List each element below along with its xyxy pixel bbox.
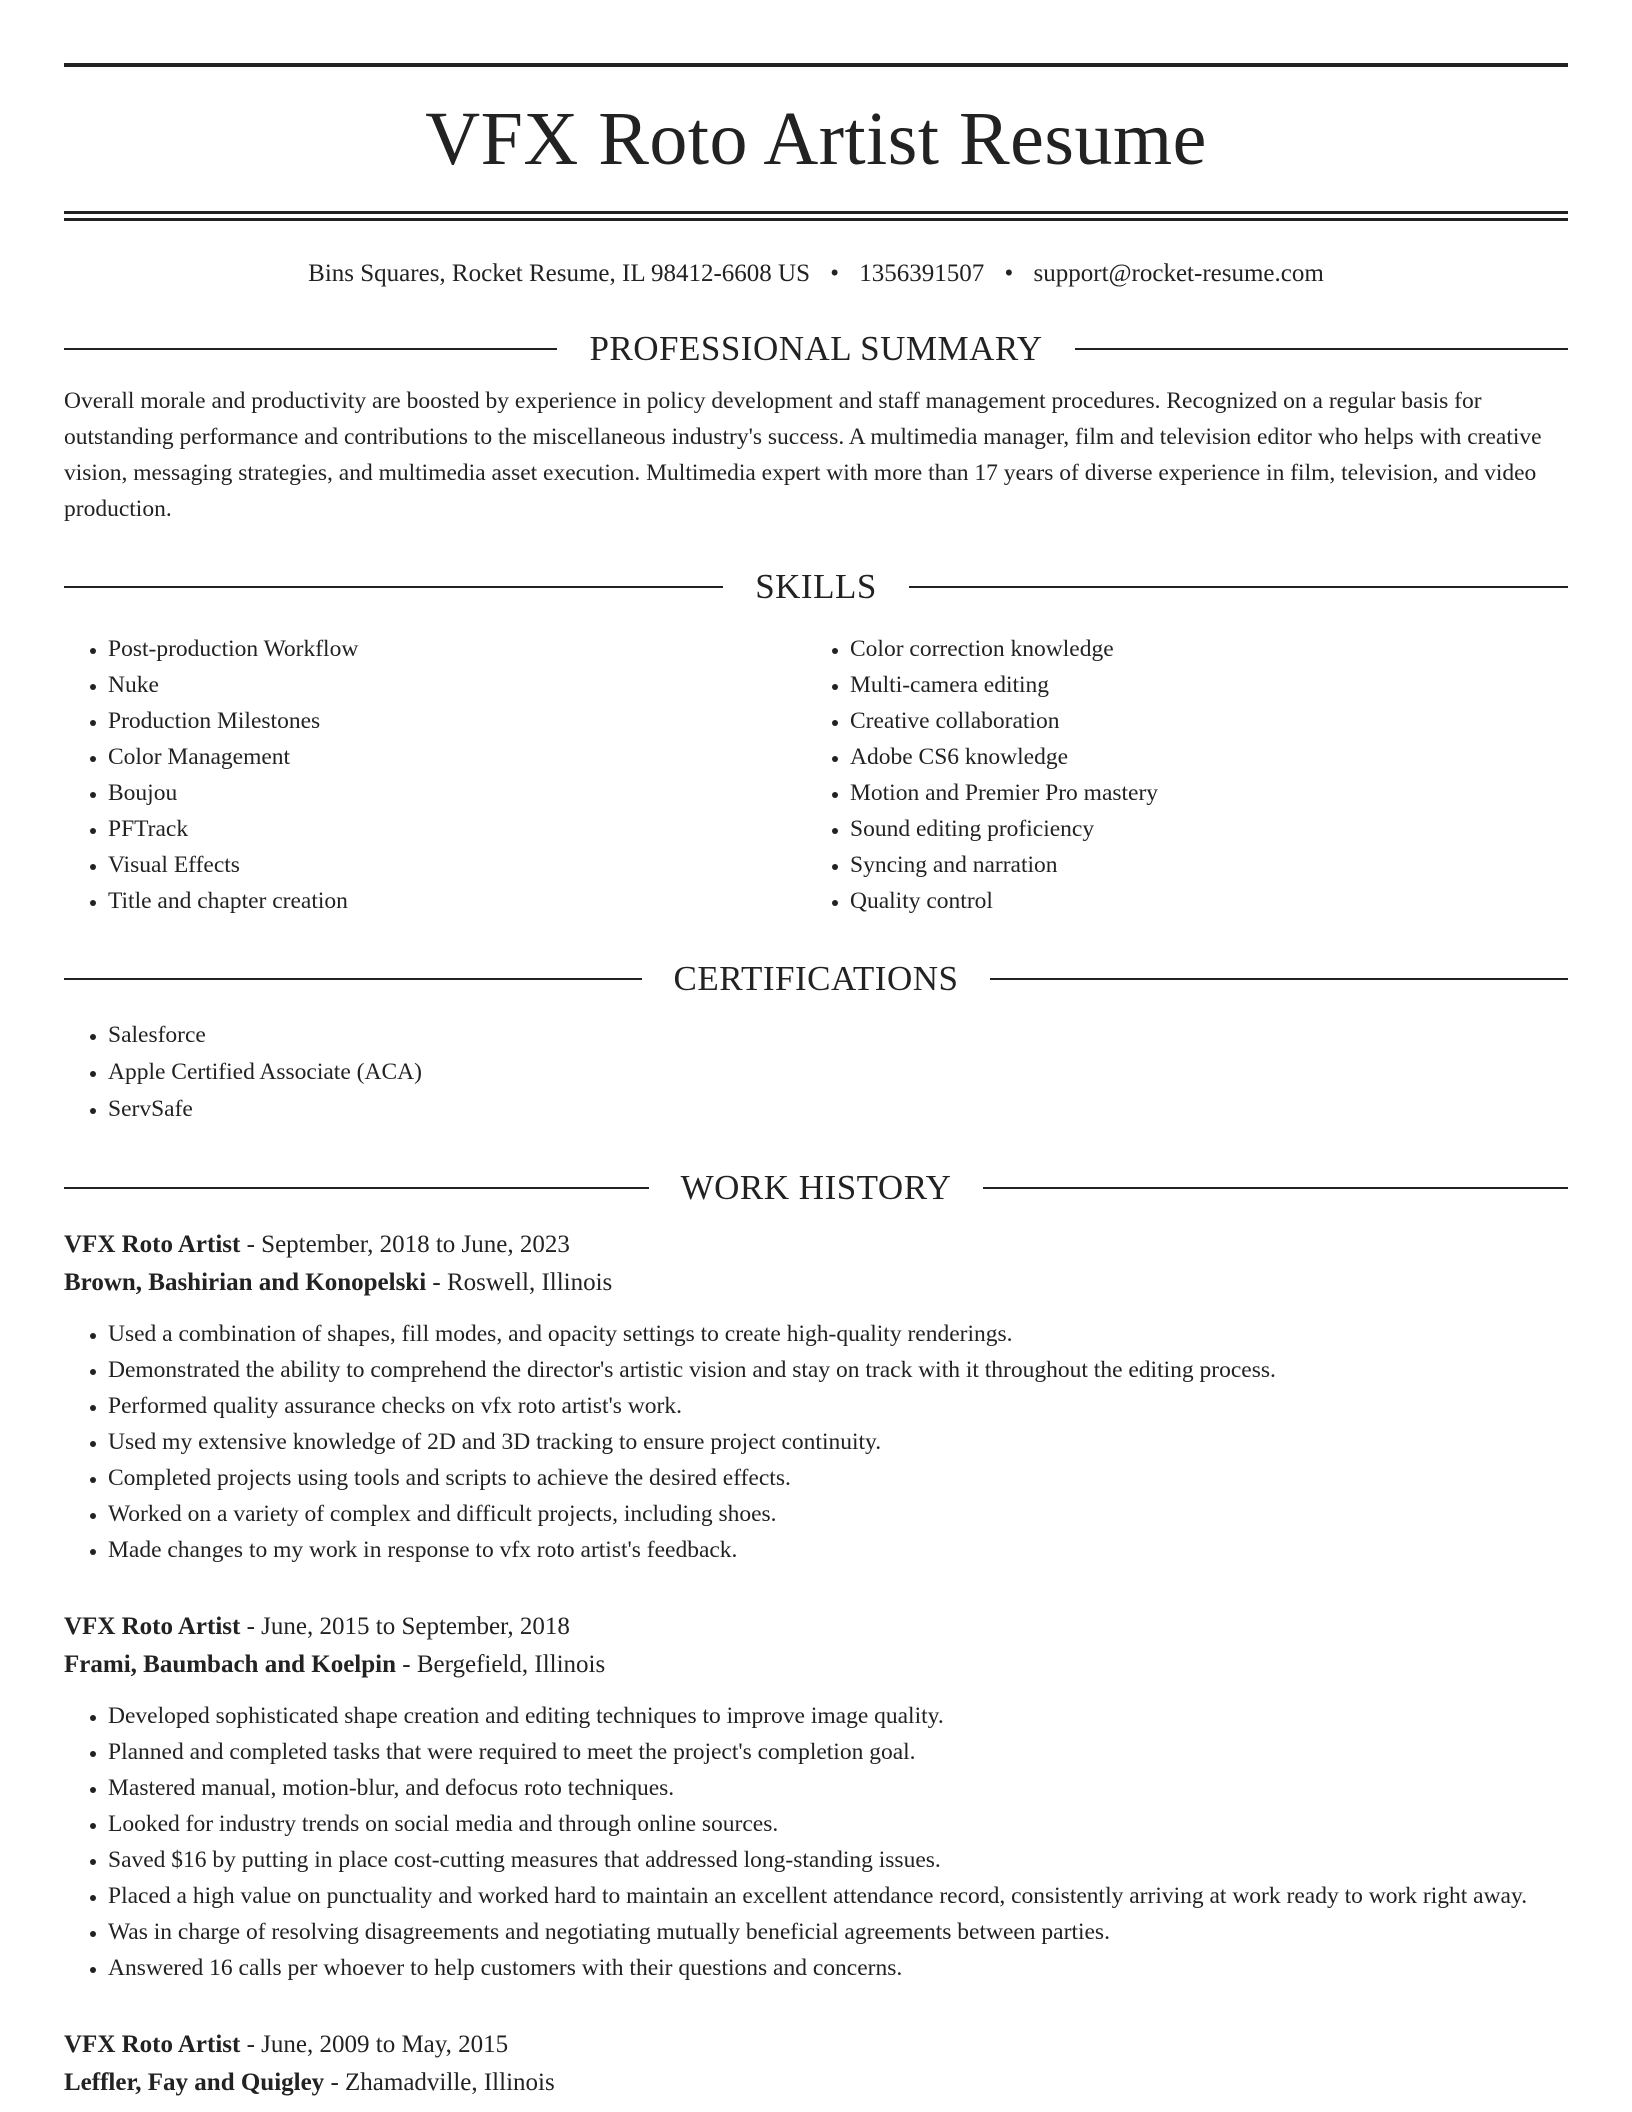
skill-item: • Color Management bbox=[108, 739, 806, 775]
job-bullet: • Made changes to my work in response to vfx roto artist's feedback. bbox=[108, 1532, 1568, 1568]
heading-rule-right bbox=[990, 978, 1568, 980]
skill-item: • PFTrack bbox=[108, 811, 806, 847]
skills-column-left bbox=[64, 631, 806, 919]
skill-item: • Nuke bbox=[108, 667, 806, 703]
section-title: SKILLS bbox=[755, 567, 877, 606]
job-company-line bbox=[64, 1264, 1568, 1302]
job-bullet: • Looked for industry trends on social media and through online sources. bbox=[108, 1806, 1568, 1842]
job-location: - Bergefield, Illinois bbox=[396, 1651, 606, 1678]
skill-item: • Post-production Workflow bbox=[108, 631, 806, 667]
job-bullet: • Used a combination of shapes, fill modes, and opacity settings to create high-quality renderings. bbox=[108, 1316, 1568, 1352]
job-bullet: • Used my extensive knowledge of 2D and 3D tracking to ensure project continuity. bbox=[108, 1424, 1568, 1460]
contact-separator: • bbox=[1004, 260, 1014, 287]
certification-item: • Salesforce bbox=[108, 1017, 1568, 1054]
skills-heading bbox=[64, 567, 1568, 607]
certification-item: • Apple Certified Associate (ACA) bbox=[108, 1054, 1568, 1091]
job-company: Frami, Baumbach and Koelpin bbox=[64, 1651, 396, 1678]
section-title: PROFESSIONAL SUMMARY bbox=[589, 329, 1043, 368]
heading-rule-left bbox=[64, 978, 642, 980]
contact-line bbox=[64, 259, 1568, 289]
heading-rule-left bbox=[64, 586, 723, 588]
job-entry bbox=[64, 2026, 1568, 2102]
contact-phone: 1356391507 bbox=[859, 260, 985, 287]
section-title: WORK HISTORY bbox=[680, 1168, 952, 1207]
job-location: - Roswell, Illinois bbox=[426, 1269, 613, 1296]
skill-item: • Adobe CS6 knowledge bbox=[850, 739, 1548, 775]
certifications-list bbox=[64, 1017, 1568, 1128]
skill-item: • Motion and Premier Pro mastery bbox=[850, 775, 1548, 811]
heading-rule-right bbox=[909, 586, 1568, 588]
heading-rule-left bbox=[64, 348, 557, 350]
heading-rule-right bbox=[983, 1187, 1568, 1189]
job-bullet: • Was in charge of resolving disagreements and negotiating mutually beneficial agreements between parties. bbox=[108, 1914, 1568, 1950]
job-bullet: • Placed a high value on punctuality and worked hard to maintain an excellent attendance record, consistently arriving at work ready to work right away. bbox=[108, 1878, 1568, 1914]
section-title: CERTIFICATIONS bbox=[673, 959, 959, 998]
job-bullet: • Completed projects using tools and scripts to achieve the desired effects. bbox=[108, 1460, 1568, 1496]
title-double-rule bbox=[64, 211, 1568, 221]
job-bullet: • Developed sophisticated shape creation and editing techniques to improve image quality. bbox=[108, 1698, 1568, 1734]
top-rule bbox=[64, 63, 1568, 67]
job-title: VFX Roto Artist bbox=[64, 1231, 241, 1258]
skill-item: • Boujou bbox=[108, 775, 806, 811]
job-bullet: • Answered 16 calls per whoever to help customers with their questions and concerns. bbox=[108, 1950, 1568, 1986]
resume-content bbox=[64, 63, 1568, 2102]
heading-rule-right bbox=[1075, 348, 1568, 350]
resume-title: VFX Roto Artist Resume bbox=[425, 97, 1207, 181]
job-company-line bbox=[64, 1646, 1568, 1684]
job-bullets bbox=[64, 1316, 1568, 1568]
job-bullet: • Planned and completed tasks that were required to meet the project's completion goal. bbox=[108, 1734, 1568, 1770]
skill-item: • Sound editing proficiency bbox=[850, 811, 1548, 847]
job-company: Brown, Bashirian and Konopelski bbox=[64, 1269, 427, 1296]
work-history-heading bbox=[64, 1168, 1568, 1208]
certifications-heading bbox=[64, 959, 1568, 999]
skill-item: • Title and chapter creation bbox=[108, 883, 806, 919]
job-dates: - September, 2018 to June, 2023 bbox=[240, 1231, 570, 1258]
job-title: VFX Roto Artist bbox=[64, 1613, 241, 1640]
job-bullets bbox=[64, 1698, 1568, 1986]
summary-text: Overall morale and productivity are boosted by experience in policy development and staff management procedures. Recognized on a regular basis for outstanding performance and contributions to the miscellaneous industry's success. A multimedia manager, film and television editor who helps with creative vision, messaging strategies, and multimedia asset execution. Multimedia expert with more than 17 years of diverse experience in film, television, and video production. bbox=[64, 388, 1542, 522]
job-bullet: • Mastered manual, motion-blur, and defocus roto techniques. bbox=[108, 1770, 1568, 1806]
contact-separator: • bbox=[830, 260, 839, 287]
job-title-line bbox=[64, 1608, 1568, 1646]
skills-columns bbox=[64, 631, 1568, 919]
job-entry bbox=[64, 1608, 1568, 1986]
skill-item: • Creative collaboration bbox=[850, 703, 1548, 739]
job-location: - Zhamadville, Illinois bbox=[324, 2069, 555, 2096]
job-dates: - June, 2009 to May, 2015 bbox=[240, 2031, 509, 2058]
skill-item: • Production Milestones bbox=[108, 703, 806, 739]
job-bullet: • Saved $16 by putting in place cost-cutting measures that addressed long-standing issues. bbox=[108, 1842, 1568, 1878]
contact-email: support@rocket-resume.com bbox=[1033, 260, 1324, 287]
job-bullet: • Performed quality assurance checks on vfx roto artist's work. bbox=[108, 1388, 1568, 1424]
skill-item: • Visual Effects bbox=[108, 847, 806, 883]
skills-column-right bbox=[806, 631, 1548, 919]
job-bullet: • Worked on a variety of complex and difficult projects, including shoes. bbox=[108, 1496, 1568, 1532]
skill-item: • Multi-camera editing bbox=[850, 667, 1548, 703]
job-title: VFX Roto Artist bbox=[64, 2031, 241, 2058]
summary-heading bbox=[64, 329, 1568, 369]
job-entry bbox=[64, 1226, 1568, 1568]
skill-item: • Quality control bbox=[850, 883, 1548, 919]
job-company-line bbox=[64, 2064, 1568, 2102]
skills-list-left bbox=[64, 631, 806, 919]
certifications-block bbox=[64, 1017, 1568, 1128]
job-title-line bbox=[64, 2026, 1568, 2064]
heading-rule-left bbox=[64, 1187, 649, 1189]
job-dates: - June, 2015 to September, 2018 bbox=[240, 1613, 570, 1640]
certification-item: • ServSafe bbox=[108, 1091, 1568, 1128]
job-bullet: • Demonstrated the ability to comprehend the director's artistic vision and stay on track with it throughout the editing process. bbox=[108, 1352, 1568, 1388]
skill-item: • Syncing and narration bbox=[850, 847, 1548, 883]
skills-list-right bbox=[806, 631, 1548, 919]
job-title-line bbox=[64, 1226, 1568, 1264]
job-company: Leffler, Fay and Quigley bbox=[64, 2069, 325, 2096]
contact-address: Bins Squares, Rocket Resume, IL 98412-6608 US bbox=[308, 260, 810, 287]
skill-item: • Color correction knowledge bbox=[850, 631, 1548, 667]
